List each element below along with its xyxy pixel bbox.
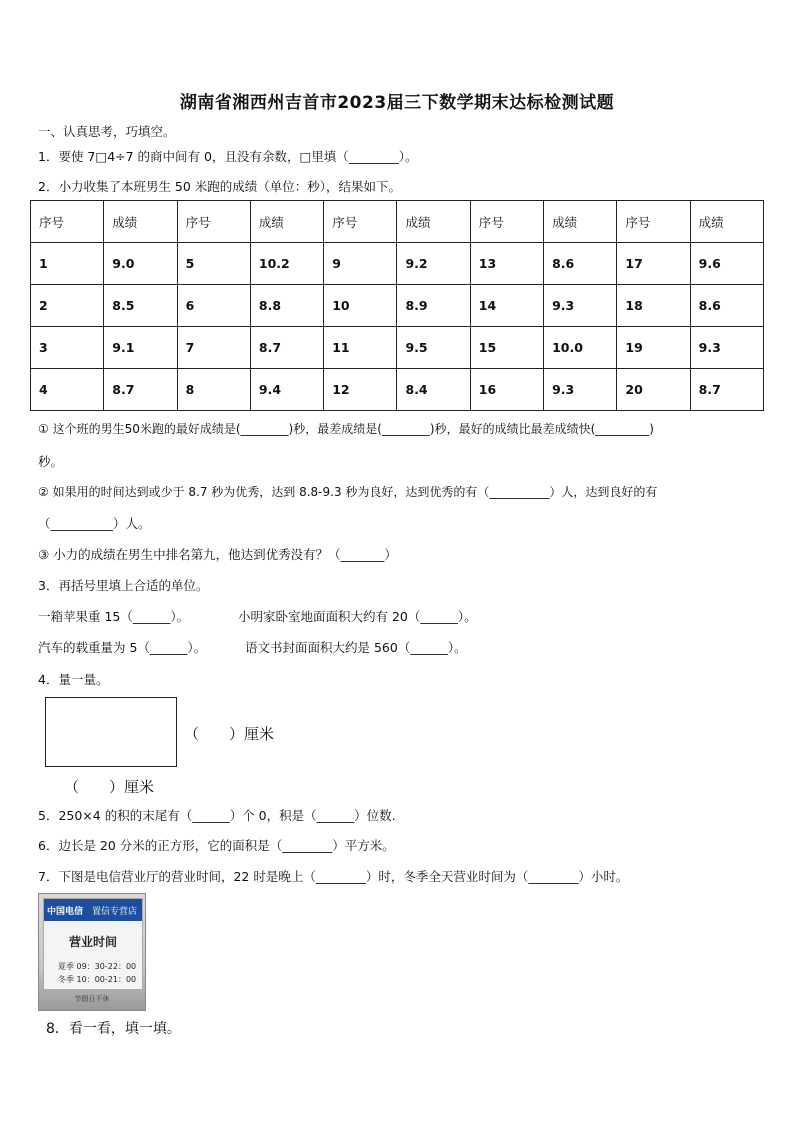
rect-length-answer: （ ）厘米	[64, 778, 155, 796]
header-cell: 序号	[177, 201, 250, 243]
table-cell: 9.3	[690, 327, 763, 369]
header-cell: 成绩	[544, 201, 617, 243]
question-2-part-1-cont: 秒。	[38, 454, 64, 469]
table-cell: 1	[31, 243, 104, 285]
table-cell: 12	[324, 369, 397, 411]
winter-hours: 冬季 10：00-21：00	[58, 975, 137, 984]
section-heading: 一、认真思考，巧填空。	[38, 124, 176, 139]
header-cell: 成绩	[104, 201, 177, 243]
table-cell: 8.7	[690, 369, 763, 411]
table-cell: 9.6	[690, 243, 763, 285]
table-cell: 5	[177, 243, 250, 285]
question-4: 4．量一量。	[38, 672, 109, 687]
table-header-row	[31, 201, 764, 243]
table-cell: 4	[31, 369, 104, 411]
question-3: 3．再括号里填上合适的单位。	[38, 578, 209, 593]
question-5: 5．250×4 的积的末尾有（______）个 0，积是（______）位数.	[38, 808, 396, 823]
question-3d: 语文书封面面积大约是 560（______）。	[245, 640, 467, 655]
business-hours-sign	[38, 893, 146, 1011]
table-cell: 10.0	[544, 327, 617, 369]
table-cell: 9	[324, 243, 397, 285]
question-8: 8．看一看，填一填。	[46, 1021, 181, 1037]
question-1: 1．要使 7□4÷7 的商中间有 0，且没有余数，□里填（________）。	[38, 149, 418, 164]
table-cell: 11	[324, 327, 397, 369]
rect-width-answer: （ ）厘米	[184, 725, 275, 743]
table-cell: 10.2	[250, 243, 323, 285]
table-cell: 13	[470, 243, 543, 285]
table-cell: 9.0	[104, 243, 177, 285]
table-cell: 8	[177, 369, 250, 411]
question-7: 7．下图是电信营业厅的营业时间，22 时是晚上（________）时，冬季全天营业时间为（________）小时。	[38, 869, 629, 884]
table-cell: 18	[617, 285, 690, 327]
table-cell: 8.7	[104, 369, 177, 411]
table-cell: 20	[617, 369, 690, 411]
table-row	[31, 285, 764, 327]
header-cell: 成绩	[250, 201, 323, 243]
table-cell: 8.9	[397, 285, 470, 327]
header-cell: 序号	[470, 201, 543, 243]
table-cell: 17	[617, 243, 690, 285]
question-2-part-1: ① 这个班的男生50米跑的最好成绩是(________)秒，最差成绩是(________)秒，最好的成绩比最差成绩快(_________)	[38, 422, 654, 436]
table-cell: 2	[31, 285, 104, 327]
table-cell: 10	[324, 285, 397, 327]
telecom-logo: 中国电信	[47, 907, 84, 917]
question-6: 6．边长是 20 分米的正方形，它的面积是（________）平方米。	[38, 838, 395, 853]
question-3c: 汽车的载重量为 5（______）。	[38, 640, 207, 655]
question-2-part-3: ③ 小力的成绩在男生中排名第九，他达到优秀没有？（_______）	[38, 547, 397, 562]
table-cell: 8.4	[397, 369, 470, 411]
table-cell: 15	[470, 327, 543, 369]
table-cell: 9.2	[397, 243, 470, 285]
table-cell: 9.5	[397, 327, 470, 369]
header-cell: 序号	[31, 201, 104, 243]
header-cell: 成绩	[690, 201, 763, 243]
holiday-note: 节假日不休	[74, 995, 110, 1003]
table-cell: 9.4	[250, 369, 323, 411]
table-row	[31, 327, 764, 369]
table-cell: 9.1	[104, 327, 177, 369]
header-cell: 成绩	[397, 201, 470, 243]
table-cell: 8.6	[690, 285, 763, 327]
store-name: 置信专营店	[92, 907, 138, 917]
table-cell: 8.6	[544, 243, 617, 285]
table-cell: 6	[177, 285, 250, 327]
summer-hours: 夏季 09：30-22：00	[58, 962, 137, 971]
table-cell: 16	[470, 369, 543, 411]
table-cell: 7	[177, 327, 250, 369]
table-row	[31, 243, 764, 285]
table-cell: 3	[31, 327, 104, 369]
scores-table	[30, 200, 764, 411]
table-cell: 8.5	[104, 285, 177, 327]
question-2-part-2-cont: （__________）人。	[38, 516, 151, 531]
table-cell: 14	[470, 285, 543, 327]
table-row	[31, 369, 764, 411]
sign-panel	[43, 898, 143, 990]
question-2: 2．小力收集了本班男生 50 米跑的成绩（单位：秒），结果如下。	[38, 179, 402, 194]
sign-header-bar	[44, 899, 142, 921]
table-cell: 8.7	[250, 327, 323, 369]
table-cell: 8.8	[250, 285, 323, 327]
measure-rectangle	[45, 697, 177, 767]
table-cell: 19	[617, 327, 690, 369]
question-3b: 小明家卧室地面面积大约有 20（______）。	[238, 609, 477, 624]
question-2-part-2: ② 如果用的时间达到或少于 8.7 秒为优秀，达到 8.8-9.3 秒为良好，达到优秀的有（__________）人，达到良好的有	[38, 485, 658, 499]
header-cell: 序号	[324, 201, 397, 243]
sign-heading: 营业时间	[68, 935, 117, 949]
table-cell: 9.3	[544, 369, 617, 411]
header-cell: 序号	[617, 201, 690, 243]
question-3a: 一箱苹果重 15（______）。	[38, 609, 190, 624]
page-title: 湖南省湘西州吉首市2023届三下数学期末达标检测试题	[179, 93, 615, 113]
table-cell: 9.3	[544, 285, 617, 327]
